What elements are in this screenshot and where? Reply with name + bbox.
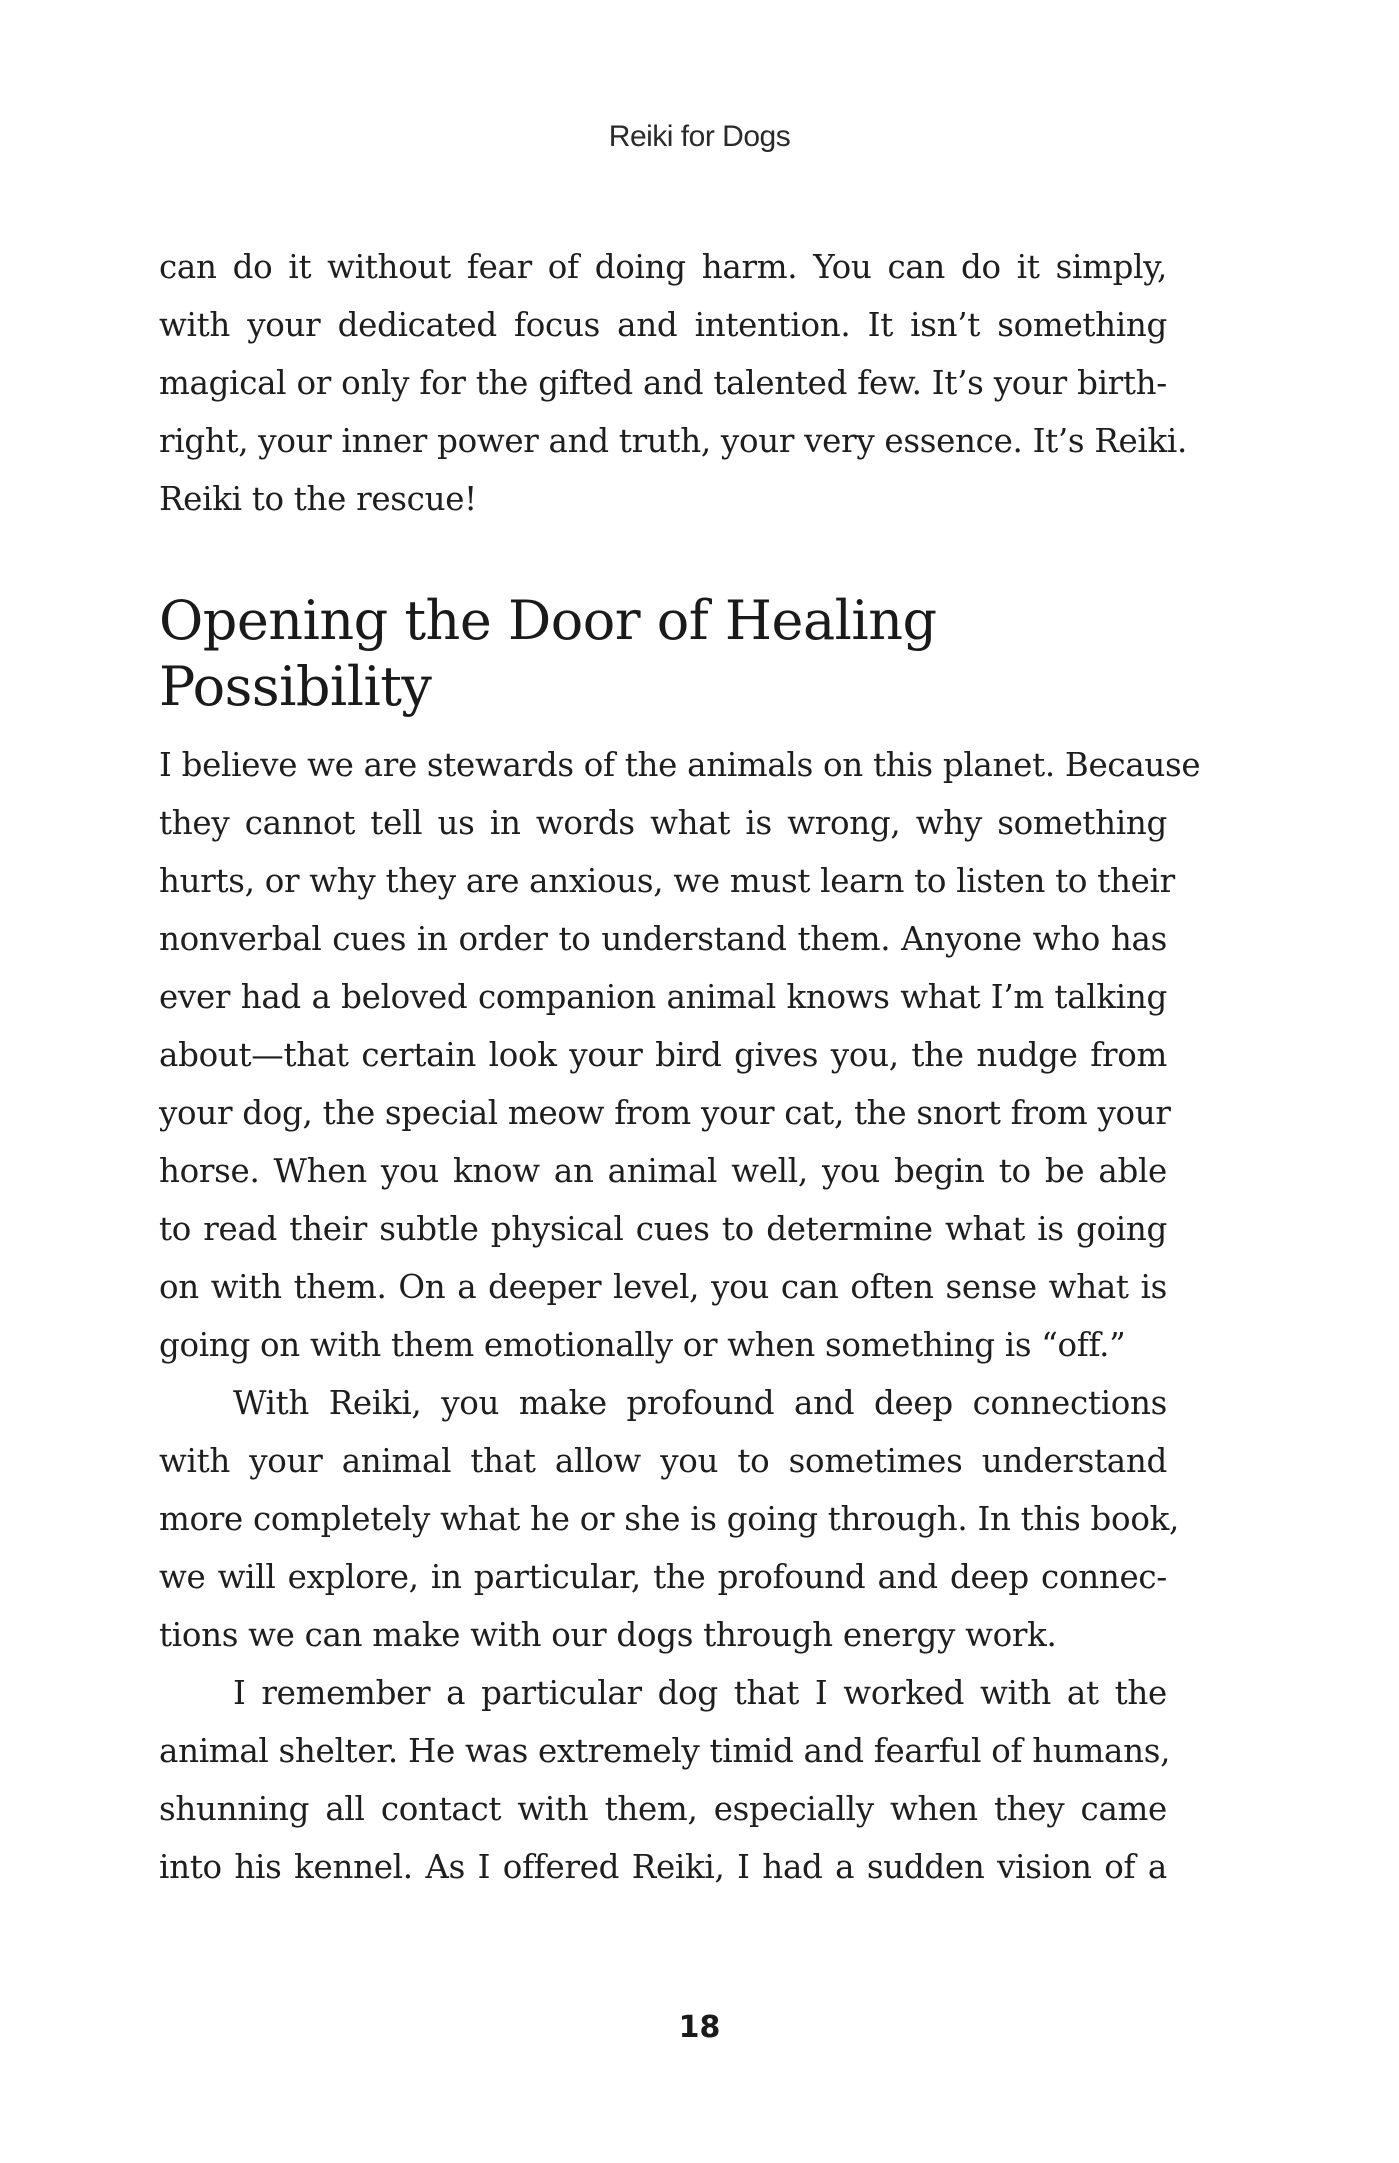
section-heading — [159, 588, 1167, 720]
text-line: can do it without fear of doing harm. You can do it simply, — [159, 248, 1167, 286]
text-line: ever had a beloved companion animal knows what I’m talking — [159, 978, 1167, 1016]
section-body — [159, 736, 1201, 1896]
text-line: nonverbal cues in order to understand them. Anyone who has — [159, 920, 1167, 958]
text-line: to read their subtle physical cues to determine what is going — [159, 1210, 1167, 1248]
text-line: magical or only for the gifted and talented few. It’s your birth- — [159, 364, 1167, 402]
text-line: tions we can make with our dogs through energy work. — [159, 1616, 1057, 1654]
text-line: with your dedicated focus and intention. It isn’t something — [159, 306, 1167, 344]
text-line: going on with them emotionally or when something is “off.” — [159, 1326, 1126, 1364]
text-line: Reiki to the rescue! — [159, 480, 477, 518]
text-line: on with them. On a deeper level, you can often sense what is — [159, 1268, 1167, 1306]
paragraph-stewards — [159, 736, 1201, 1374]
text-line: they cannot tell us in words what is wrong, why something — [159, 804, 1167, 842]
section-heading-line: Opening the Door of Healing — [159, 589, 937, 652]
text-line: we will explore, in particular, the profound and deep connec- — [159, 1558, 1167, 1596]
paragraph-shelter-dog — [159, 1664, 1171, 1896]
text-line: animal shelter. He was extremely timid and fearful of humans, — [159, 1732, 1171, 1770]
text-line: into his kennel. As I offered Reiki, I had a sudden vision of a — [159, 1848, 1167, 1886]
running-head: Reiki for Dogs — [608, 120, 791, 153]
page-number: 18 — [678, 2010, 721, 2045]
continuation-paragraph — [159, 238, 1188, 528]
text-line: your dog, the special meow from your cat, the snort from your — [159, 1094, 1171, 1132]
text-line: about—that certain look your bird gives you, the nudge from — [159, 1036, 1167, 1074]
text-line: right, your inner power and truth, your very essence. It’s Reiki. — [159, 422, 1188, 460]
text-line: with your animal that allow you to sometimes understand — [159, 1442, 1167, 1480]
paragraph-reiki-connections — [159, 1374, 1180, 1664]
text-line: more completely what he or she is going through. In this book, — [159, 1500, 1180, 1538]
text-line: horse. When you know an animal well, you begin to be able — [159, 1152, 1167, 1190]
text-line: I believe we are stewards of the animals on this planet. Because — [159, 746, 1201, 784]
section-heading-line: Possibility — [159, 655, 432, 718]
text-line: I remember a particular dog that I worked with at the — [233, 1674, 1167, 1712]
text-line: shunning all contact with them, especially when they came — [159, 1790, 1167, 1828]
text-line: hurts, or why they are anxious, we must learn to listen to their — [159, 862, 1175, 900]
text-line: With Reiki, you make profound and deep connections — [233, 1384, 1167, 1422]
